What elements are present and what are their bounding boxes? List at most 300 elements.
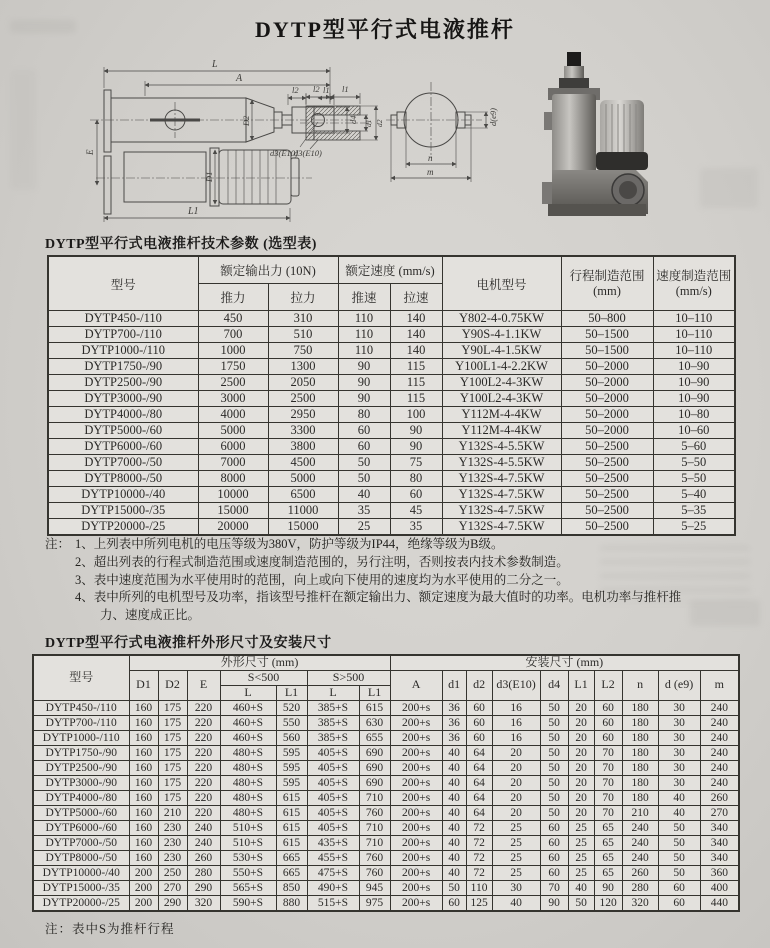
- table-cell: 40: [442, 760, 466, 775]
- table-cell: 70: [594, 790, 622, 805]
- stroke-range-label: 行程制造范围: [569, 269, 645, 284]
- table-cell: 50: [338, 471, 390, 487]
- table-cell: 200+s: [390, 895, 442, 911]
- table-cell: 6500: [268, 487, 338, 503]
- bleed-through-mark: [690, 600, 760, 626]
- table-cell: 60: [540, 850, 568, 865]
- table-row: [48, 439, 735, 455]
- column-header-motor: 电机型号: [442, 256, 561, 311]
- table-cell: 220: [187, 805, 220, 820]
- table-cell: 50–2500: [561, 471, 653, 487]
- table-cell: 5–50: [653, 455, 735, 471]
- table-cell: 60: [594, 700, 622, 715]
- table-cell: 480+S: [220, 760, 276, 775]
- table-cell: 70: [594, 775, 622, 790]
- table-cell: 25: [338, 519, 390, 536]
- table-cell: DYTP4000-/80: [33, 790, 129, 805]
- table-cell: 615: [359, 700, 390, 715]
- table-cell: 2500: [268, 391, 338, 407]
- table-cell: 460+S: [220, 700, 276, 715]
- table-cell: 40: [658, 790, 700, 805]
- table-row: [33, 775, 739, 790]
- table-cell: 72: [466, 835, 492, 850]
- table-cell: 25: [568, 865, 594, 880]
- table-cell: 710: [359, 790, 390, 805]
- table-cell: 65: [594, 835, 622, 850]
- table-cell: 25: [492, 820, 540, 835]
- table-cell: 50–2000: [561, 375, 653, 391]
- table-row: [48, 327, 735, 343]
- table-cell: 35: [338, 503, 390, 519]
- column-header-rated-speed: 额定速度 (mm/s): [338, 256, 442, 284]
- table-cell: 20: [568, 775, 594, 790]
- table-cell: 200+s: [390, 715, 442, 730]
- table-cell: 5000: [268, 471, 338, 487]
- table-cell: 4000: [198, 407, 268, 423]
- table-cell: 50: [540, 730, 568, 745]
- table-cell: 175: [158, 700, 187, 715]
- dim-label-m: m: [427, 167, 434, 177]
- table-cell: 515+S: [307, 895, 359, 911]
- table-cell: 20: [492, 775, 540, 790]
- column-header-L-gt: L: [307, 685, 359, 700]
- spec-table-title: DYTP型平行式电液推杆技术参数 (选型表): [45, 237, 317, 252]
- column-header-A: A: [390, 670, 442, 700]
- table-cell: 50: [442, 880, 466, 895]
- table-cell: 690: [359, 760, 390, 775]
- table-cell: Y100L1-4-2.2KW: [442, 359, 561, 375]
- column-header-stroke-range: [561, 256, 653, 311]
- table-cell: 3800: [268, 439, 338, 455]
- table-cell: 180: [622, 760, 658, 775]
- table-cell: 20: [568, 700, 594, 715]
- table-cell: 175: [158, 730, 187, 745]
- table-cell: 10–60: [653, 423, 735, 439]
- table-cell: 36: [442, 715, 466, 730]
- column-header-d3: d3(E10): [492, 670, 540, 700]
- table-cell: 220: [187, 760, 220, 775]
- table-cell: 760: [359, 865, 390, 880]
- table-cell: 40: [658, 805, 700, 820]
- table-cell: 30: [658, 775, 700, 790]
- table-cell: 180: [622, 775, 658, 790]
- table-cell: 10–90: [653, 375, 735, 391]
- table-cell: 10–110: [653, 343, 735, 359]
- column-header-D1: D1: [129, 670, 158, 700]
- column-header-L-lt: L: [220, 685, 276, 700]
- table-cell: 460+S: [220, 715, 276, 730]
- table-cell: 200: [129, 865, 158, 880]
- dim-label-A: A: [236, 73, 243, 84]
- table-cell: Y90L-4-1.5KW: [442, 343, 561, 359]
- table-cell: 25: [492, 850, 540, 865]
- table-cell: 510: [268, 327, 338, 343]
- table-cell: DYTP5000-/60: [33, 805, 129, 820]
- table-cell: 30: [658, 745, 700, 760]
- table-cell: DYTP15000-/35: [33, 880, 129, 895]
- table-cell: 615: [276, 820, 307, 835]
- dim-label-l2: l2: [292, 85, 299, 95]
- table-cell: 30: [658, 700, 700, 715]
- table-cell: 480+S: [220, 805, 276, 820]
- table-cell: 90: [338, 359, 390, 375]
- table-cell: 690: [359, 775, 390, 790]
- table-cell: 50: [540, 745, 568, 760]
- dim-label-d3: d3(E10): [270, 148, 298, 158]
- dim-label-L1: L1: [188, 206, 199, 217]
- table-cell: 615: [276, 835, 307, 850]
- table-cell: DYTP7000-/50: [33, 835, 129, 850]
- table-cell: 400: [700, 880, 739, 895]
- table-row: [33, 880, 739, 895]
- dim-label-D1: D1: [204, 171, 214, 182]
- table-cell: 50: [540, 760, 568, 775]
- table-cell: 110: [338, 343, 390, 359]
- table-row: [33, 760, 739, 775]
- table-cell: 1000: [198, 343, 268, 359]
- table-cell: 210: [158, 805, 187, 820]
- table-cell: 140: [390, 311, 442, 327]
- table-cell: 665: [276, 865, 307, 880]
- table-cell: DYTP8000-/50: [48, 471, 198, 487]
- table-cell: 90: [390, 439, 442, 455]
- table-cell: 160: [129, 850, 158, 865]
- table-cell: 15000: [268, 519, 338, 536]
- product-photo: [542, 52, 648, 216]
- table-cell: 72: [466, 865, 492, 880]
- table-cell: 110: [338, 311, 390, 327]
- table-cell: 220: [187, 700, 220, 715]
- table-cell: Y132S-4-5.5KW: [442, 455, 561, 471]
- table-cell: 385+S: [307, 730, 359, 745]
- table-row: [48, 487, 735, 503]
- table-row: [48, 359, 735, 375]
- table-cell: 280: [622, 880, 658, 895]
- table-cell: 590+S: [220, 895, 276, 911]
- table-row: [33, 865, 739, 880]
- table-cell: 20: [568, 790, 594, 805]
- column-header-push: 推力: [198, 284, 268, 311]
- table-cell: 40: [442, 805, 466, 820]
- table-cell: 40: [442, 775, 466, 790]
- table-cell: 7000: [198, 455, 268, 471]
- table-cell: 550: [276, 715, 307, 730]
- technical-drawing: [0, 52, 770, 230]
- table-cell: 25: [568, 820, 594, 835]
- table-cell: DYTP1000-/110: [48, 343, 198, 359]
- table-cell: 64: [466, 775, 492, 790]
- table-cell: 200+s: [390, 850, 442, 865]
- column-group-s-lt-500: S<500: [220, 670, 307, 685]
- table-cell: 310: [268, 311, 338, 327]
- dim-label-det-l1: l1: [342, 84, 349, 94]
- table-cell: 115: [390, 391, 442, 407]
- table-cell: 10–80: [653, 407, 735, 423]
- table-cell: 240: [187, 835, 220, 850]
- table-cell: 50: [540, 775, 568, 790]
- table-cell: 180: [622, 715, 658, 730]
- dimension-table-title: DYTP型平行式电液推杆外形尺寸及安装尺寸: [45, 636, 332, 651]
- table-cell: DYTP7000-/50: [48, 455, 198, 471]
- table-row: [48, 423, 735, 439]
- table-cell: 64: [466, 745, 492, 760]
- table-cell: 160: [129, 790, 158, 805]
- table-cell: 160: [129, 775, 158, 790]
- table-cell: 64: [466, 790, 492, 805]
- table-cell: 40: [338, 487, 390, 503]
- note-item: 2、超出列表的行程式制造范围或速度制造范围的，另行注明，否则按表内技术参数制造。: [75, 554, 569, 569]
- table-cell: 50–2000: [561, 407, 653, 423]
- column-group-outline: 外形尺寸 (mm): [129, 655, 390, 670]
- table-cell: 240: [700, 715, 739, 730]
- table-cell: 10000: [198, 487, 268, 503]
- table-cell: 20: [568, 715, 594, 730]
- column-header-L1-lt: L1: [276, 685, 307, 700]
- column-header-L2: L2: [594, 670, 622, 700]
- column-header-pull: 拉力: [268, 284, 338, 311]
- table-cell: 60: [466, 730, 492, 745]
- table-cell: 50: [658, 820, 700, 835]
- table-cell: 200: [129, 895, 158, 911]
- table-cell: 36: [442, 730, 466, 745]
- table-cell: 175: [158, 715, 187, 730]
- dim-label-E: E: [85, 149, 95, 155]
- table-cell: 40: [442, 820, 466, 835]
- table-cell: 240: [700, 760, 739, 775]
- table-cell: 50–2000: [561, 359, 653, 375]
- table-cell: 230: [158, 850, 187, 865]
- table-cell: 180: [622, 730, 658, 745]
- table-cell: 30: [658, 730, 700, 745]
- table-cell: Y132S-4-5.5KW: [442, 439, 561, 455]
- table-cell: 50–2500: [561, 519, 653, 536]
- table-cell: 710: [359, 835, 390, 850]
- dim-label-det-d2: d2: [375, 119, 384, 127]
- column-header-speed-range: [653, 256, 735, 311]
- table-cell: 160: [129, 820, 158, 835]
- table-cell: 40: [442, 835, 466, 850]
- table-cell: 30: [658, 760, 700, 775]
- table-cell: 20: [568, 760, 594, 775]
- table-cell: 15000: [198, 503, 268, 519]
- table-cell: 60: [594, 715, 622, 730]
- table-cell: 40: [568, 880, 594, 895]
- table-cell: 760: [359, 850, 390, 865]
- table-cell: 70: [594, 805, 622, 820]
- table-cell: 10–110: [653, 311, 735, 327]
- table-cell: Y132S-4-7.5KW: [442, 519, 561, 536]
- table-cell: 60: [338, 439, 390, 455]
- table-cell: 240: [622, 820, 658, 835]
- table-cell: 480+S: [220, 745, 276, 760]
- table-cell: 110: [338, 327, 390, 343]
- table-cell: 945: [359, 880, 390, 895]
- table-row: [33, 835, 739, 850]
- table-cell: 850: [276, 880, 307, 895]
- table-cell: 50: [540, 700, 568, 715]
- table-cell: 50–800: [561, 311, 653, 327]
- column-header-m: m: [700, 670, 739, 700]
- table-cell: 175: [158, 775, 187, 790]
- table-cell: 50–2500: [561, 439, 653, 455]
- note-item: 1、上列表中所列电机的电压等级为380V，防护等级为IP44，绝缘等级为B级。: [75, 537, 504, 551]
- table-cell: 40: [442, 790, 466, 805]
- table-cell: 440: [700, 895, 739, 911]
- table-cell: 65: [594, 820, 622, 835]
- table-cell: 5–35: [653, 503, 735, 519]
- table-cell: DYTP6000-/60: [33, 820, 129, 835]
- table-cell: 240: [187, 820, 220, 835]
- table-cell: 405+S: [307, 775, 359, 790]
- dim-label-L: L: [212, 59, 218, 70]
- table-cell: 90: [338, 391, 390, 407]
- column-header-d4: d4: [540, 670, 568, 700]
- column-header-d-e9: d (e9): [658, 670, 700, 700]
- table-cell: DYTP450-/110: [48, 311, 198, 327]
- column-header-push-speed: 推速: [338, 284, 390, 311]
- table-cell: 120: [594, 895, 622, 911]
- table-cell: 160: [129, 700, 158, 715]
- column-header-pull-speed: 拉速: [390, 284, 442, 311]
- table-cell: 50–2000: [561, 423, 653, 439]
- page-title: DYTP型平行式电液推杆: [255, 17, 515, 42]
- column-group-s-gt-500: S>500: [307, 670, 390, 685]
- table-cell: Y90S-4-1.1KW: [442, 327, 561, 343]
- table-cell: 20000: [198, 519, 268, 536]
- table-row: [48, 471, 735, 487]
- footer-note: 注：表中S为推杆行程: [45, 922, 175, 936]
- table-cell: 3300: [268, 423, 338, 439]
- dim-label-n: n: [428, 153, 433, 163]
- table-cell: 40: [442, 745, 466, 760]
- table-cell: 405+S: [307, 820, 359, 835]
- table-cell: 210: [622, 805, 658, 820]
- table-cell: 460+S: [220, 730, 276, 745]
- table-cell: 115: [390, 375, 442, 391]
- table-cell: 340: [700, 850, 739, 865]
- table-cell: 160: [129, 805, 158, 820]
- table-cell: Y112M-4-4KW: [442, 423, 561, 439]
- table-row: [33, 790, 739, 805]
- table-cell: 230: [158, 820, 187, 835]
- table-cell: 80: [338, 407, 390, 423]
- table-cell: 160: [129, 730, 158, 745]
- table-cell: DYTP2500-/90: [48, 375, 198, 391]
- table-cell: Y802-4-0.75KW: [442, 311, 561, 327]
- dim-label-l1: l1: [323, 85, 330, 95]
- table-cell: 60: [658, 880, 700, 895]
- table-cell: 520: [276, 700, 307, 715]
- table-cell: 340: [700, 835, 739, 850]
- table-cell: 50–2000: [561, 391, 653, 407]
- table-cell: DYTP1750-/90: [48, 359, 198, 375]
- table-cell: 560: [276, 730, 307, 745]
- table-cell: 64: [466, 805, 492, 820]
- table-cell: 90: [540, 895, 568, 911]
- table-cell: 280: [187, 865, 220, 880]
- table-cell: 405+S: [307, 745, 359, 760]
- table-cell: 435+S: [307, 835, 359, 850]
- table-cell: 200+s: [390, 775, 442, 790]
- spec-table: [47, 255, 736, 536]
- table-cell: 475+S: [307, 865, 359, 880]
- table-cell: 50: [540, 790, 568, 805]
- table-cell: 4500: [268, 455, 338, 471]
- table-cell: 665: [276, 850, 307, 865]
- table-cell: 270: [700, 805, 739, 820]
- table-cell: 220: [187, 775, 220, 790]
- table-cell: 175: [158, 745, 187, 760]
- table-cell: 70: [594, 745, 622, 760]
- table-cell: 30: [492, 880, 540, 895]
- table-cell: 10–90: [653, 359, 735, 375]
- table-cell: 200+s: [390, 790, 442, 805]
- table-cell: 160: [129, 835, 158, 850]
- table-cell: 250: [158, 865, 187, 880]
- table-cell: 25: [492, 835, 540, 850]
- table-row: [33, 805, 739, 820]
- table-cell: DYTP1750-/90: [33, 745, 129, 760]
- table-cell: 710: [359, 820, 390, 835]
- table-cell: 1300: [268, 359, 338, 375]
- table-cell: 20: [568, 745, 594, 760]
- table-cell: 700: [198, 327, 268, 343]
- column-header-model: 型号: [33, 655, 129, 700]
- table-cell: Y132S-4-7.5KW: [442, 503, 561, 519]
- table-cell: 90: [390, 423, 442, 439]
- table-cell: 70: [594, 760, 622, 775]
- table-cell: 160: [129, 760, 158, 775]
- table-cell: 100: [390, 407, 442, 423]
- table-cell: 64: [466, 760, 492, 775]
- table-cell: 490+S: [307, 880, 359, 895]
- dimension-table: [32, 654, 740, 912]
- table-cell: DYTP700-/110: [33, 715, 129, 730]
- table-cell: DYTP2500-/90: [33, 760, 129, 775]
- table-cell: 70: [540, 880, 568, 895]
- table-cell: 290: [187, 880, 220, 895]
- table-cell: 760: [359, 805, 390, 820]
- table-cell: 20: [568, 805, 594, 820]
- table-row: [33, 820, 739, 835]
- table-cell: Y132S-4-7.5KW: [442, 471, 561, 487]
- table-cell: 10–110: [653, 327, 735, 343]
- column-header-model: 型号: [48, 256, 198, 311]
- table-cell: 880: [276, 895, 307, 911]
- speed-range-unit: (mm/s): [675, 283, 712, 298]
- table-cell: 50–1500: [561, 343, 653, 359]
- table-cell: 60: [658, 895, 700, 911]
- table-cell: 240: [700, 730, 739, 745]
- table-cell: 220: [187, 790, 220, 805]
- table-cell: 90: [338, 375, 390, 391]
- table-cell: 200+s: [390, 835, 442, 850]
- table-cell: 565+S: [220, 880, 276, 895]
- note-item: 3、表中速度范围为水平使用时的范围，向上或向下使用的速度均为水平使用的二分之一。: [75, 572, 569, 587]
- note-item: 4、表中所列的电机型号及功率，指该型号推杆在额定输出力、额定速度为最大值时的功率。电机功率与推杆推力、速度成正比。: [75, 590, 682, 622]
- table-cell: 80: [390, 471, 442, 487]
- table-cell: 20: [568, 730, 594, 745]
- table-cell: 385+S: [307, 715, 359, 730]
- table-cell: 290: [158, 895, 187, 911]
- table-row: [48, 519, 735, 536]
- table-cell: 25: [492, 865, 540, 880]
- table-cell: 595: [276, 745, 307, 760]
- table-cell: 25: [568, 835, 594, 850]
- table-cell: 240: [622, 850, 658, 865]
- table-cell: DYTP10000-/40: [33, 865, 129, 880]
- table-cell: 50: [568, 895, 594, 911]
